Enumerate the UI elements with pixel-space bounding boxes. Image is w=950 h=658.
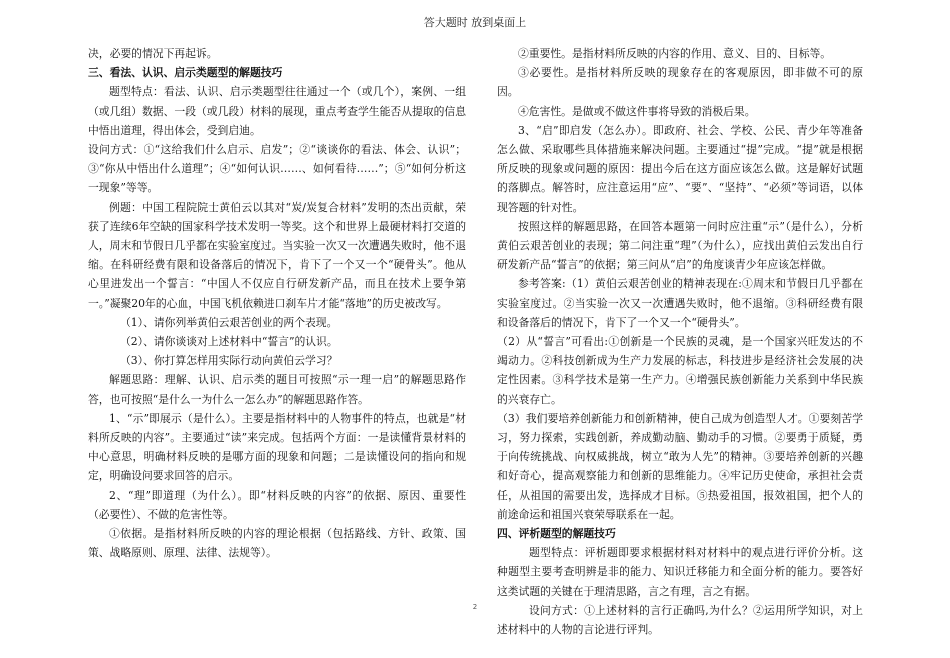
paragraph: 1、“示”即展示（是什么）。主要是指材料中的人物事件的特点，也就是“材料所反映的内容”。主要通过“读”来完成。包括两个方面：一是读懂背景材料的中心意思，明确材料反映的是哪方面的现象和问题；二是读懂设问的指向和规定，明确设问要求回答的启示。	[88, 411, 466, 483]
left-column	[88, 44, 466, 562]
right-column	[497, 44, 863, 639]
page-header-title: 答大题时 放到桌面上	[423, 16, 527, 29]
paragraph: ②重要性。是指材料所反映的内容的作用、意义、目的、目标等。	[518, 47, 832, 60]
paragraph: 2、“理”即道理（为什么）。即“材料反映的内容”的依据、原因、重要性（必要性）、不做的危害性等。	[88, 488, 466, 521]
paragraph: 按照这样的解题思路，在回答本题第一问时应注重“示”（是什么），分析黄伯云艰苦创业的表现；第二问注重“理”（为什么），应找出黄伯云发出自行研发新产品“誓言”的依据；第三问从“启”的角度谈青少年应该怎样做。	[497, 219, 863, 272]
paragraph: 题型特点：看法、认识、启示类题型往往通过一个（或几个），案例、一组（或几组）数据、一段（或几段）材料的展现，重点考查学生能否从提取的信息中悟出道理，得出体会，受到启迪。	[88, 85, 466, 137]
section-heading: 三、看法、认识、启示类题型的解题技巧	[88, 66, 283, 80]
answer-paragraph: （3）我们要培养创新能力和创新精神，使自己成为创造型人才。①要刻苦学习，努力探索，实践创新，养成勤动脑、勤动手的习惯。②要勇于质疑，勇于向传统挑战、向权威挑战，树立“敢为人先”的精神。③要培养创新的兴趣和好奇心，提高观察能力和创新的思维能力。④牢记历史使命，承担社会责任，从祖国的需要出发，选择成才目标。⑤热爱祖国，报效祖国，把个人的前途命运和祖国兴衰荣辱联系在一起。	[497, 411, 863, 521]
paragraph: 例题：中国工程院院士黄伯云以其对“炭/炭复合材料”发明的杰出贡献，荣获了连续6年空缺的国家科学技术发明一等奖。这个和世界上最硬材料打交道的人，周末和节假日几乎都在实验室度过。当实验一次又一次遭遇失败时，他不退缩。在科研经费有限和设备落后的情况下，肯下了一个又一个“硬骨头”。他从心里进发出一个誓言：“中国人不仅应自行研发新产品，而且在技术上要争第一。”凝聚20年的心血，中国飞机依赖进口刹车片才能“落地”的历史被改写。	[88, 200, 466, 310]
answer-paragraph: （2）从“誓言”可看出:①创新是一个民族的灵魂，是一个国家兴旺发达的不竭动力。②科技创新成为生产力发展的标志，科技进步是经济社会发展的决定性因素。③科学技术是第一生产力。④增强民族创新能力关系到中华民族的兴衰存亡。	[497, 335, 863, 406]
answer-paragraph: 参考答案:（1）黄伯云艰苦创业的精神表现在:①周末和节假日几乎都在实验室度过。②当实验一次又一次遭遇失败时，他不退缩。③科研经费有限和设备落后的情况下，肯下了一个又一个“硬骨头”。	[497, 277, 863, 329]
paragraph: ④危害性。是做或不做这件事将导致的消极后果。	[518, 104, 756, 118]
question-item: （3）、你打算怎样用实际行动向黄伯云学习？	[120, 354, 338, 368]
page-number: 2	[472, 603, 478, 611]
paragraph: ①依据。是指材料所反映的内容的理论根据（包括路线、方针、政策、国策、战略原则、原理、法律、法规等）。	[88, 527, 466, 560]
question-item: （2）、请你谈谈对上述材料中“誓言”的认识。	[120, 335, 338, 349]
paragraph: 决，必要的情况下再起诉。	[88, 47, 218, 60]
paragraph: ③必要性。是指材料所反映的现象存在的客观原因，即非做不可的原因。	[497, 66, 863, 99]
paragraph: 解题思路：理解、认识、启示类的题目可按照“示一理一启”的解题思路作答，也可按照“是什么一为什么一怎么办”的解题思路作答。	[88, 373, 466, 406]
section-heading: 四、评析题型的解题技巧	[497, 527, 616, 541]
paragraph: 3、“启”即启发（怎么办）。即政府、社会、学校、公民、青少年等准备怎么做、采取哪些具体措施来解决问题。主要通过“提”完成。“提”就是根据所反映的现象或问题的原因：提出今后在这方面应该怎么做。这是解好试题的落脚点。解答时，应注意运用“应”、“要”、“坚持”、“必须”等词语，以体现答题的针对性。	[497, 123, 863, 214]
paragraph: 设问方式：①“这给我们什么启示、启发”；②“谈谈你的看法、体会、认识”；③“你从中悟出什么道理”；④“如何认识……、如何看待……”；⑤“如何分析这一现象”等等。	[88, 143, 466, 195]
question-item: （1）、请你列举黄伯云艰苦创业的两个表现。	[120, 315, 338, 329]
paragraph: 设问方式：①上述材料的言行正确吗,为什么？②运用所学知识，对上述材料中的人物的言论进行评判。	[497, 603, 863, 637]
paragraph: 题型特点：评析题即要求根据材料对材料中的观点进行评价分析。这种题型主要考查明辨是非的能力、知识迁移能力和全面分析的能力。要答好这类试题的关键在于理清思路，言之有理，言之有据。	[497, 546, 863, 598]
